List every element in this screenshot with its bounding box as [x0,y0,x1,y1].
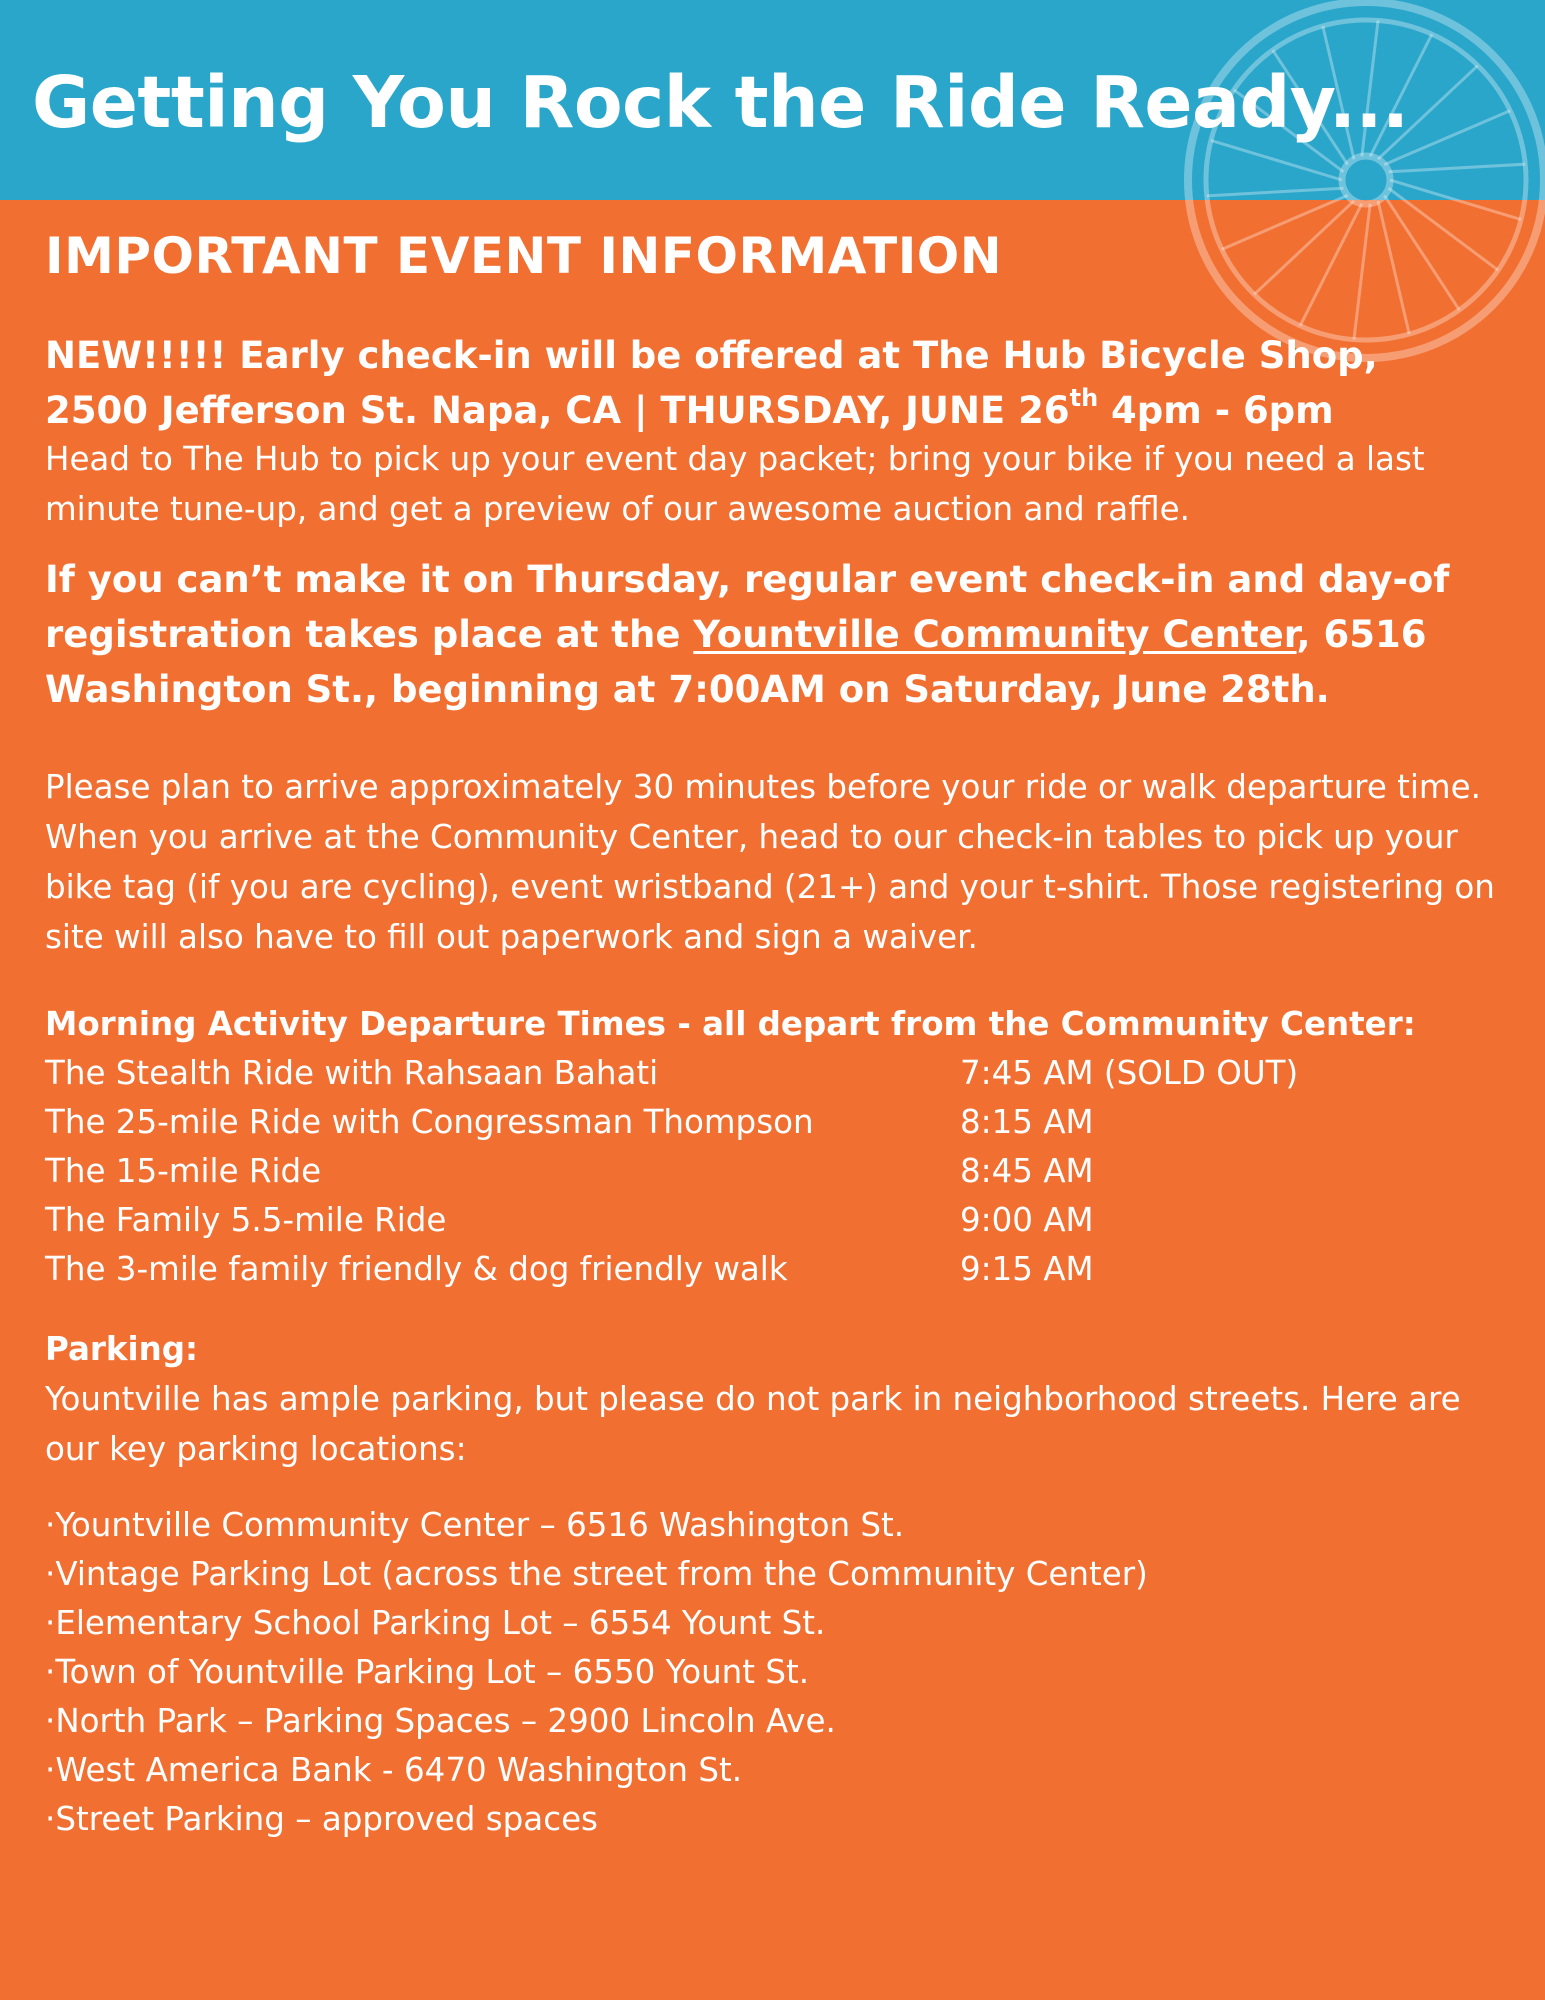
parking-location: ·Street Parking – approved spaces [45,1800,598,1838]
parking-location: ·Vintage Parking Lot (across the street from the Community Center) [45,1555,1148,1593]
early-checkin-notice [45,328,1515,438]
departure-time: 7:45 AM (SOLD OUT) [960,1054,1299,1092]
early-checkin-line2 [45,383,1515,438]
regular-checkin-text: If you can’t make it on Thursday, regular event check-in and day-of registration takes place at the [45,558,1450,656]
main-content [45,222,1515,1844]
schedule-heading: Morning Activity Departure Times - all depart from the Community Center: [45,1005,1416,1043]
arrival-instructions: Please plan to arrive approximately 30 minutes before your ride or walk departure time. When you arrive at the Community Center, head to our check-in tables to pick up your bike tag (if you are cycling), event wristband (21+) and your t-shirt. Those registering on site will also have to fill out paperwork and sign a waiver. [45,768,1495,956]
early-checkin-line1: NEW!!!!! Early check-in will be offered at The Hub Bicycle Shop, [45,334,1378,377]
departure-time: 9:15 AM [960,1250,1094,1288]
parking-heading: Parking: [45,1330,199,1368]
activity-name: The 3-mile family friendly & dog friendly walk [45,1250,788,1288]
activity-name: The Family 5.5-mile Ride [45,1201,447,1239]
parking-location: ·Yountville Community Center – 6516 Washington St. [45,1506,905,1544]
departure-time: 8:45 AM [960,1152,1094,1190]
wheel-spoke [1389,164,1526,172]
schedule-row [45,1196,1515,1245]
early-checkin-date: 2500 Jefferson St. Napa, CA | THURSDAY, JUNE 26 [45,389,1070,432]
wheel-spoke [1390,180,1521,220]
parking-list [45,1501,1515,1844]
departure-time: 8:15 AM [960,1103,1094,1141]
schedule-row [45,1245,1515,1294]
date-suffix: th [1069,383,1099,412]
community-center-link[interactable]: Yountville Community Center [693,613,1297,656]
activity-name: The Stealth Ride with Rahsaan Bahati [45,1054,659,1092]
schedule-row [45,1098,1515,1147]
parking-intro: Yountville has ample parking, but please do not park in neighborhood streets. Here are our key parking locations: [45,1380,1461,1468]
activity-name: The 25-mile Ride with Congressman Thompson [45,1103,814,1141]
early-checkin-description: Head to The Hub to pick up your event day packet; bring your bike if you need a last minute tune-up, and get a preview of our awesome auction and raffle. [45,440,1425,528]
wheel-spoke [1207,188,1344,196]
parking-location: ·West America Bank - 6470 Washington St. [45,1751,743,1789]
regular-checkin-notice [45,552,1515,717]
parking-location: ·North Park – Parking Spaces – 2900 Lincoln Ave. [45,1702,836,1740]
parking-location: ·Town of Yountville Parking Lot – 6550 Yount St. [45,1653,810,1691]
schedule-row [45,1147,1515,1196]
schedule-list [45,1049,1515,1294]
departure-time: 9:00 AM [960,1201,1094,1239]
activity-name: The 15-mile Ride [45,1152,322,1190]
section-heading: IMPORTANT EVENT INFORMATION [45,227,1003,285]
schedule-row [45,1049,1515,1098]
parking-location: ·Elementary School Parking Lot – 6554 Yount St. [45,1604,826,1642]
regular-checkin-address: , 6516 Washington St., beginning at 7:00AM on Saturday, June 28th. [45,613,1427,711]
page-title: Getting You Rock the Ride Ready... [32,61,1409,144]
early-checkin-time: 4pm - 6pm [1098,389,1334,432]
